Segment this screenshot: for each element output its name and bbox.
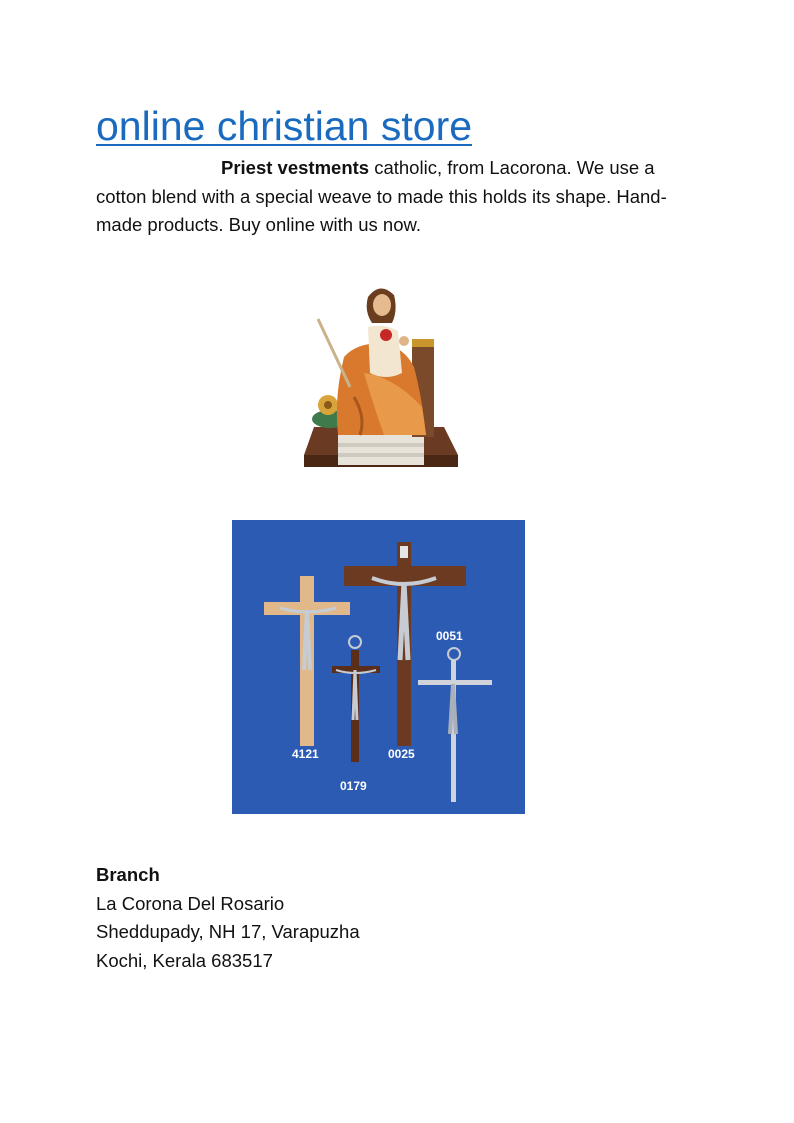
branch-line-3: Kochi, Kerala 683517 — [96, 949, 273, 971]
branch-address — [96, 861, 360, 975]
intro-paragraph — [96, 154, 686, 240]
seated-christ-statue-image — [294, 277, 466, 469]
branch-line-1: La Corona Del Rosario — [96, 892, 285, 914]
intro-bold-phrase: Priest vestments — [221, 157, 370, 178]
crucifixes-image — [232, 520, 525, 814]
branch-line-2: Sheddupady, NH 17, Varapuzha — [96, 921, 360, 942]
label-0179: 0179 — [340, 779, 367, 793]
intro-text: catholic, from Lacorona. We use a cotton blend with a special weave to made this holds its shape. Hand-made products. Buy online with us now. — [96, 157, 667, 235]
label-0051: 0051 — [436, 629, 463, 643]
label-0025: 0025 — [388, 747, 415, 761]
store-title-link[interactable]: online christian store — [96, 103, 473, 149]
branch-heading: Branch — [96, 864, 160, 885]
label-4121: 4121 — [292, 747, 319, 761]
